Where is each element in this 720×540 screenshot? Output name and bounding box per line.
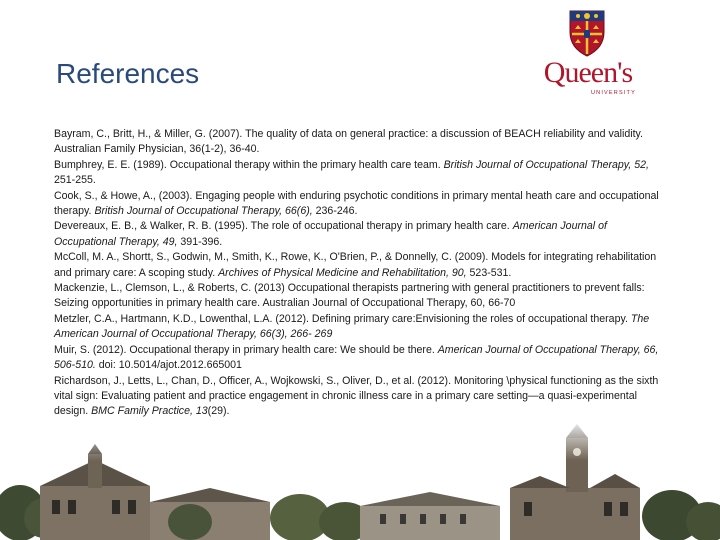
reference-source-text: The American Journal of Occupational Therapy, 66(3), 266- 269	[54, 312, 650, 341]
reference-item	[54, 250, 660, 281]
reference-source-text: Archives of Physical Medicine and Rehabilitation, 90,	[218, 266, 467, 279]
reference-text: Richardson, J., Letts, L., Chan, D., Officer, A., Wojkowski, S., Oliver, D., et al. (2012). Monitoring \physical functioning as the sixth vital sign: Evaluating patient and practice engagement in chronic illness care in a primary care setting—a quasi-experimental design.	[54, 374, 659, 418]
reference-source-text: BMC Family Practice, 13	[91, 405, 208, 418]
slide-title: References	[56, 58, 200, 89]
reference-item	[54, 343, 660, 374]
crest-icon	[567, 8, 607, 58]
reference-text: doi: 10.5014/ajot.2012.665001	[95, 359, 242, 372]
campus-skyline-image	[0, 418, 720, 540]
reference-text: Mackenzie, L., Clemson, L., & Roberts, C. (2013) Occupational therapists partnering with general practitioners to prevent falls: Seizing opportunities in primary health care. Australian Journal of Occupational Therapy, 60, 66-70	[54, 282, 645, 310]
reference-text: 391-396.	[177, 235, 223, 248]
reference-source-text: American Journal of Occupational Therapy, 49,	[54, 220, 607, 248]
reference-item	[54, 127, 660, 158]
reference-text: Bayram, C., Britt, H., & Miller, G. (2007). The quality of data on general practice: a discussion of BEACH reliability and validity. Australian Family Physician, 36(1-2), 36-40.	[54, 128, 643, 156]
reference-text: Bumphrey, E. E. (1989). Occupational therapy within the primary health care team.	[54, 158, 444, 171]
reference-source-text: American Journal of Occupational Therapy, 66, 506-510.	[54, 343, 659, 372]
reference-item	[54, 281, 660, 312]
reference-text: 523-531.	[466, 266, 512, 279]
reference-item	[54, 374, 660, 420]
queens-university-logo	[528, 8, 648, 102]
reference-text: Devereaux, E. B., & Walker, R. B. (1995). The role of occupational therapy in primary health care.	[54, 220, 513, 233]
logo-subtitle: UNIVERSITY	[590, 90, 636, 96]
logo-wordmark: Queen's	[543, 56, 633, 89]
reference-item	[54, 189, 660, 220]
reference-list	[54, 127, 660, 420]
reference-text: 236-246.	[312, 205, 358, 218]
reference-item	[54, 219, 660, 250]
reference-item	[54, 312, 660, 343]
reference-text: McColl, M. A., Shortt, S., Godwin, M., Smith, K., Rowe, K., O'Brien, P., & Donnelly, C. (2009). Models for integrating rehabilitation and primary care: A scoping study.	[54, 251, 657, 279]
reference-source-text: British Journal of Occupational Therapy, 66(6),	[94, 205, 313, 218]
reference-text: 251-255.	[54, 174, 96, 187]
reference-source-text: British Journal of Occupational Therapy, 52,	[443, 158, 649, 171]
reference-item	[54, 158, 660, 189]
reference-text: Cook, S., & Howe, A., (2003). Engaging people with enduring psychotic conditions in primary mental heath care and occupational therapy.	[54, 189, 659, 218]
reference-text: Metzler, C.A., Hartmann, K.D., Lowenthal, L.A. (2012). Defining primary care:Envisioning the roles of occupational therapy.	[54, 312, 631, 325]
reference-text: Muir, S. (2012). Occupational therapy in primary health care: We should be there.	[54, 343, 438, 356]
reference-text: (29).	[207, 405, 230, 418]
